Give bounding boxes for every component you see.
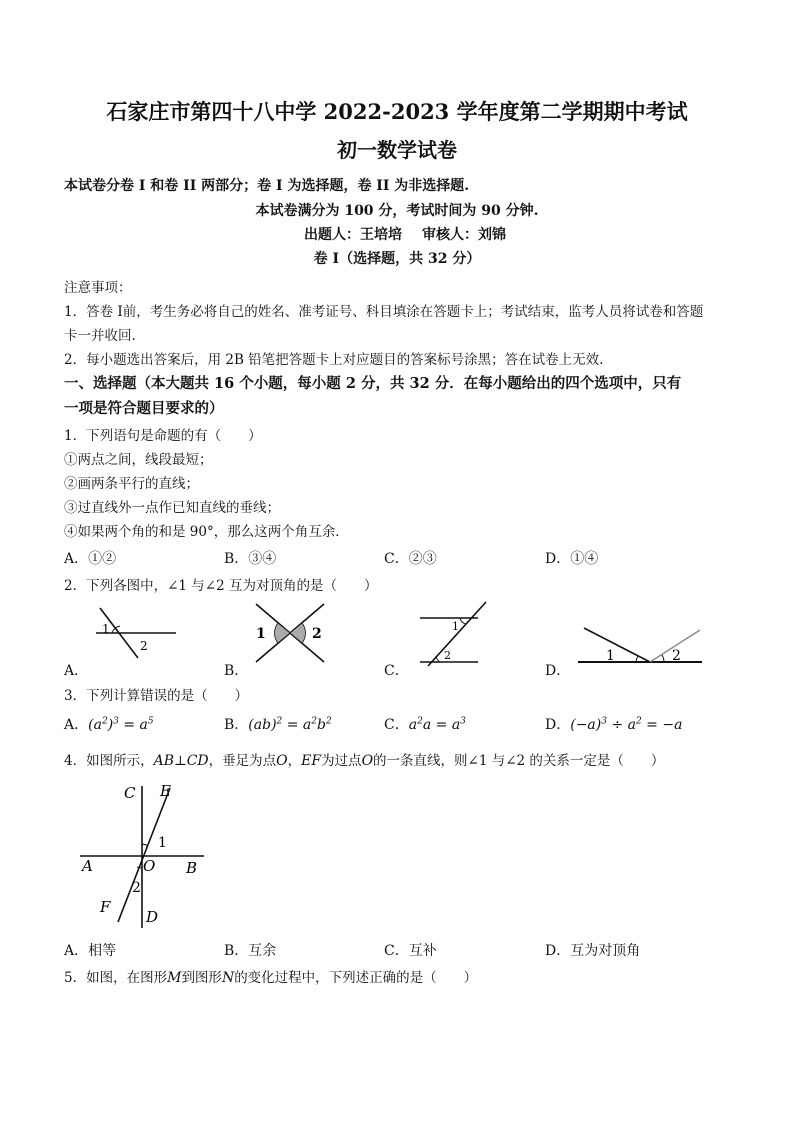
q3-option-b bbox=[224, 714, 332, 734]
q2-d-label-1: 1 bbox=[606, 648, 615, 664]
q4-label-b: B bbox=[186, 859, 198, 877]
q4-option-c: C．互补 bbox=[384, 943, 437, 959]
q3-c-expression: $a^2a = a^3$ bbox=[408, 716, 466, 733]
q2-stem: 2．下列各图中，∠1 与∠2 互为对顶角的是（ ） bbox=[64, 578, 378, 594]
section1-heading-line2: 一项是符合题目要求的） bbox=[64, 400, 224, 417]
section1-heading-line1: 一、选择题（本大题共 16 个小题，每小题 2 分，共 32 分．在每小题给出的四个选项中，只有 bbox=[64, 375, 682, 392]
q2-c-label-1: 1 bbox=[452, 620, 459, 633]
q4-label-a: A bbox=[82, 857, 93, 875]
q2-b-label-2: 2 bbox=[312, 626, 322, 642]
q3-b-expression: $(ab)^2 = a^2b^2$ bbox=[248, 716, 332, 733]
intro-line2: 本试卷满分为 100 分，考试时间为 90 分钟. bbox=[255, 203, 539, 219]
q3-option-a-label: A． bbox=[64, 717, 89, 733]
q1-option-a: A．①② bbox=[64, 551, 117, 567]
q4-label-d: D bbox=[146, 908, 159, 926]
intro-line1: 本试卷分卷 I 和卷 II 两部分；卷 I 为选择题，卷 II 为非选择题. bbox=[64, 178, 470, 194]
q3-option-c bbox=[384, 714, 466, 734]
q3-option-a bbox=[64, 714, 154, 734]
q4-label-f: F bbox=[100, 898, 111, 916]
q4-label-e: E bbox=[160, 782, 171, 800]
exam-title: 石家庄市第四十八中学 2022-2023 学年度第二学期期中考试 bbox=[106, 99, 688, 124]
q3-a-expression: $(a^2)^3 = a^5$ bbox=[88, 716, 154, 733]
volume-heading: 卷 I（选择题，共 32 分） bbox=[313, 251, 481, 267]
q1-statement-3: ③过直线外一点作已知直线的垂线； bbox=[64, 500, 280, 516]
q2-figure-d bbox=[576, 598, 706, 668]
exam-subtitle: 初一数学试卷 bbox=[337, 138, 457, 162]
q2-figure-a bbox=[90, 600, 190, 660]
q2-a-label-2: 2 bbox=[140, 639, 148, 653]
q3-option-b-label: B． bbox=[224, 717, 249, 733]
q4-option-b: B．互余 bbox=[224, 943, 277, 959]
q2-option-c: C． bbox=[384, 663, 409, 679]
q1-stem: 1．下列语句是命题的有（ ） bbox=[64, 428, 262, 444]
q4-label-1: 1 bbox=[158, 835, 167, 851]
notes-item1-line2: 卡一并收回. bbox=[64, 328, 136, 344]
q4-figure bbox=[76, 780, 216, 930]
q5-stem: 5．如图，在图形M到图形N的变化过程中，下列述正确的是（ ） bbox=[64, 970, 478, 986]
notes-item2: 2．每小题选出答案后，用 2B 铅笔把答题卡上对应题目的答案标号涂黑；答在试卷上无效. bbox=[64, 352, 604, 368]
q2-option-b: B． bbox=[224, 663, 249, 679]
q4-label-o: O bbox=[143, 857, 156, 875]
q2-c-label-2: 2 bbox=[444, 649, 451, 662]
q4-stem: 4．如图所示，AB⊥CD，垂足为点O，EF为过点O的一条直线，则∠1 与∠2 的关系一定是（ ） bbox=[64, 753, 665, 769]
q4-label-c: C bbox=[124, 784, 136, 802]
q2-figure-b bbox=[252, 600, 332, 664]
q1-option-b: B．③④ bbox=[224, 551, 277, 567]
q1-statement-1: ①两点之间，线段最短； bbox=[64, 452, 213, 468]
q2-b-label-1: 1 bbox=[256, 626, 266, 642]
q1-statement-4: ④如果两个角的和是 90°，那么这两个角互余． bbox=[64, 524, 349, 540]
reviewer: 审核人：刘锦 bbox=[422, 227, 506, 243]
q4-label-2: 2 bbox=[132, 880, 141, 896]
notes-item1-line1: 1．答卷 I前，考生务必将自己的姓名、准考证号、科目填涂在答题卡上；考试结束，监考人员将试卷和答题 bbox=[64, 304, 704, 320]
q3-option-d bbox=[545, 714, 682, 734]
q3-option-d-label: D． bbox=[545, 717, 571, 733]
q2-figure-c bbox=[414, 598, 494, 668]
q3-option-c-label: C． bbox=[384, 717, 409, 733]
notes-heading: 注意事项： bbox=[64, 280, 132, 296]
q2-d-label-2: 2 bbox=[672, 648, 681, 664]
setter: 出题人：王培培 bbox=[304, 227, 402, 243]
q3-d-expression: $(-a)^3 \div a^2 = -a$ bbox=[570, 716, 683, 733]
q4-option-d: D．互为对顶角 bbox=[545, 943, 641, 959]
q1-option-d: D．①④ bbox=[545, 551, 599, 567]
q4-option-a: A．相等 bbox=[64, 943, 117, 959]
q3-stem: 3．下列计算错误的是（ ） bbox=[64, 688, 249, 704]
q2-a-label-1: 1 bbox=[102, 622, 110, 636]
q2-option-a: A． bbox=[64, 663, 89, 679]
q2-option-d: D． bbox=[545, 663, 571, 679]
q1-option-c: C．②③ bbox=[384, 551, 437, 567]
q1-statement-2: ②画两条平行的直线； bbox=[64, 476, 199, 492]
